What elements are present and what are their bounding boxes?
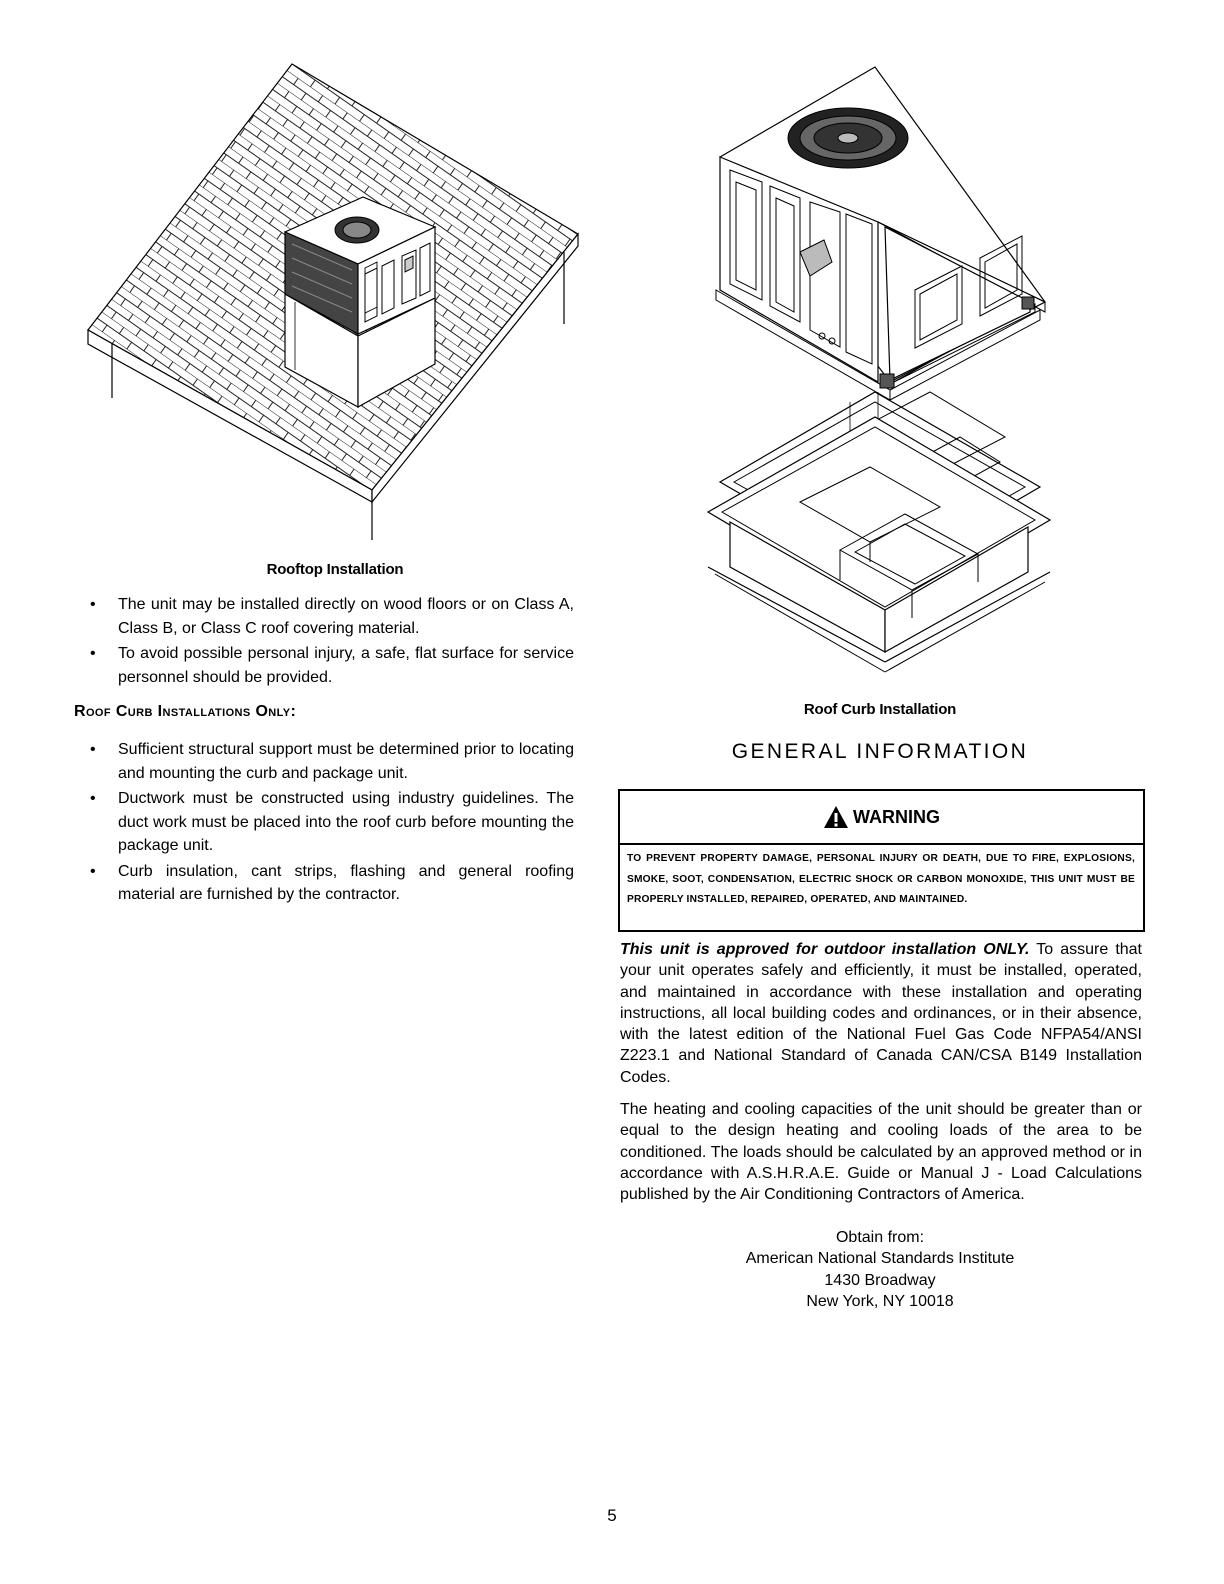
rooftop-installation-figure — [80, 62, 590, 542]
capacity-paragraph: The heating and cooling capacities of the unit should be greater than or equal to the design heating and cooling loads of the area to be conditioned. The loads should be calculated by an approved method or in accordance with A.S.H.R.A.E. Guide or Manual J - Load Calculations published by the Air Conditioning Contractors of America. — [620, 1101, 1142, 1204]
list-item: • The unit may be installed directly on wood floors or on Class A, Class B, or Class C roof covering material. — [74, 593, 574, 640]
bullet-icon: • — [90, 790, 96, 807]
rooftop-figure-caption: Rooftop Installation — [266, 561, 404, 578]
list-item: • Sufficient structural support must be determined prior to locating and mounting the curb and package unit. — [74, 738, 574, 785]
warning-triangle-icon — [823, 805, 849, 829]
roof-curb-figure-caption: Roof Curb Installation — [803, 701, 957, 718]
warning-label: WARNING — [853, 806, 940, 827]
roof-curb-installation-figure — [700, 62, 1060, 692]
warning-text: TO PREVENT PROPERTY DAMAGE, PERSONAL INJURY OR DEATH, DUE TO FIRE, EXPLOSIONS, SMOKE, SOOT, CONDENSATION, ELECTRIC SHOCK OR CARBON MONOXIDE, THIS UNIT MUST BE PROPERLY INSTALLED, REPAIRED, OPERATED, AND MAINTAINED. — [627, 853, 1135, 905]
general-information-title: GENERAL INFORMATION — [731, 740, 1029, 763]
bullet-icon: • — [90, 645, 96, 662]
list-item: • Ductwork must be constructed using industry guidelines. The duct work must be placed into the roof curb before mounting the package unit. — [74, 787, 574, 858]
page-number: 5 — [607, 1506, 617, 1525]
roof-curb-heading: Roof Curb Installations Only: — [74, 703, 297, 720]
warning-text-box — [618, 843, 1145, 932]
address-block: Obtain from: American National Standards Institute 1430 Broadway New York, NY 10018 — [745, 1229, 1015, 1310]
bullet-icon: • — [90, 596, 96, 613]
bullet-icon: • — [90, 862, 96, 880]
roof-curb-bullet-list — [74, 738, 574, 909]
list-item: • To avoid possible personal injury, a safe, flat surface for service personnel should be provided. — [74, 642, 574, 689]
warning-box — [618, 789, 1145, 845]
outdoor-installation-paragraph: This unit is approved for outdoor installation ONLY. To assure that your unit operates safely and efficiently, it must be installed, operated, and maintained in accordance with these installation and operating instructions, all local building codes and ordinances, or in their absence, with the latest edition of the National Fuel Gas Code NFPA54/ANSI Z223.1 and National Standard of Canada CAN/CSA B149 Installation Codes. — [620, 941, 1143, 1086]
rooftop-bullet-list — [74, 593, 574, 691]
bullet-icon: • — [90, 741, 96, 758]
list-item: • Curb insulation, cant strips, flashing and general roofing material are furnished by the contractor. — [74, 860, 574, 907]
outdoor-only-emphasis: This unit is approved for outdoor installation ONLY. — [620, 941, 1030, 958]
warning-header — [620, 805, 1143, 829]
